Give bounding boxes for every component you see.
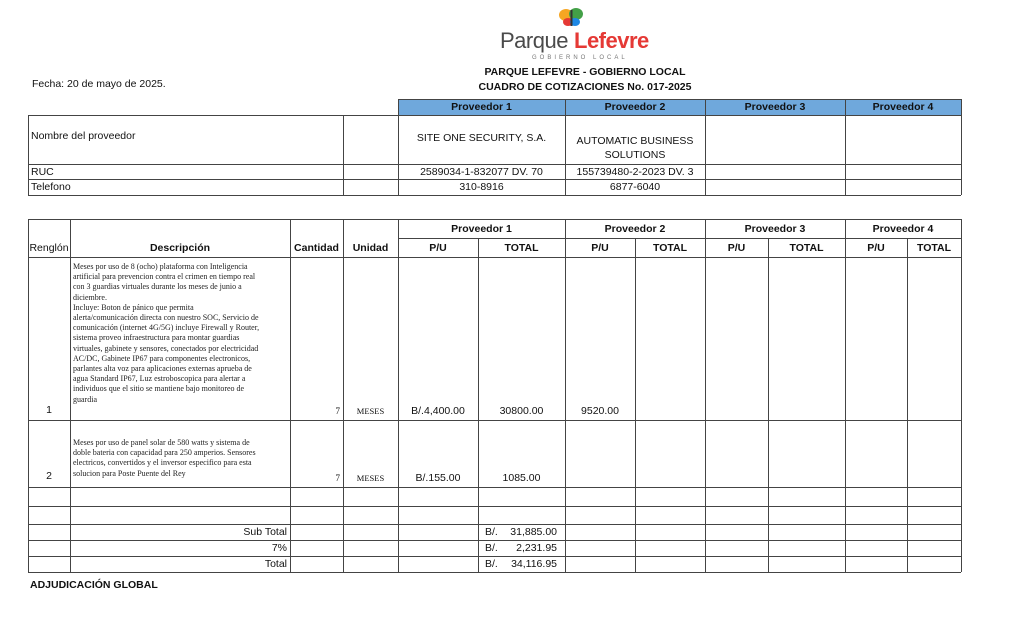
tax-value: 2,231.95 [516, 542, 557, 554]
provider-1-ruc: 2589034-1-832077 DV. 70 [420, 165, 543, 178]
provider-name-label: Nombre del proveedor [31, 130, 136, 142]
grand-total-value: 34,116.95 [511, 558, 557, 570]
col-cantidad: Cantidad [294, 241, 339, 254]
row-unidad: MESES [356, 406, 385, 416]
grand-total-currency: B/. [485, 558, 498, 570]
row-p1-pu: B/.4,400.00 [411, 405, 465, 417]
document-date: Fecha: 20 de mayo de 2025. [32, 78, 166, 90]
logo-word-parque: Parque [500, 28, 568, 53]
p3-total-header: TOTAL [789, 241, 824, 254]
table-provider-1-header: Proveedor 1 [451, 223, 512, 235]
table-provider-4-header: Proveedor 4 [872, 223, 934, 235]
ruc-label: RUC [31, 165, 54, 178]
provider-2-header: Proveedor 2 [565, 99, 705, 115]
row-cantidad: 7 [335, 406, 340, 416]
col-unidad: Unidad [352, 241, 389, 254]
logo-word-lefevre: Lefevre [574, 28, 649, 53]
p2-pu-header: P/U [591, 241, 609, 254]
p3-pu-header: P/U [727, 241, 746, 254]
row-p1-total: 30800.00 [499, 405, 544, 417]
row-p2-pu: 9520.00 [581, 405, 619, 417]
table-provider-3-header: Proveedor 3 [744, 223, 806, 235]
p2-total-header: TOTAL [652, 241, 688, 254]
provider-4-header: Proveedor 4 [845, 99, 961, 115]
row-p1-pu: B/.155.00 [415, 472, 461, 484]
telefono-label: Telefono [31, 180, 71, 193]
row-number: 1 [46, 404, 52, 416]
p1-total-header: TOTAL [504, 241, 539, 254]
parque-lefevre-logo [500, 22, 670, 64]
row-p1-total: 1085.00 [502, 472, 541, 484]
provider-2-telefono: 6877-6040 [609, 180, 661, 193]
provider-2-ruc: 155739480-2-2023 DV. 3 [576, 165, 694, 178]
adjudicacion-global: ADJUDICACIÓN GLOBAL [30, 579, 158, 591]
grand-total-label: Total [264, 558, 287, 570]
document-title: CUADRO DE COTIZACIONES No. 017-2025 [478, 81, 692, 93]
provider-1-name: SITE ONE SECURITY, S.A. [416, 132, 547, 144]
table-provider-2-header: Proveedor 2 [604, 223, 666, 235]
row-description: Meses por uso de panel solar de 580 watts y sistema de doble bateria con capacidad para 250 amperios. Sensores electricos, convertidos y el inversor especifico para esta solucion para Poste Puente del Rey [73, 438, 256, 478]
provider-1-telefono: 310-8916 [459, 180, 504, 193]
row-cantidad: 7 [335, 473, 340, 483]
provider-3-header: Proveedor 3 [705, 99, 845, 115]
row-number: 2 [46, 470, 52, 482]
col-renglon: Renglón [29, 241, 69, 254]
row-unidad: MESES [356, 473, 385, 483]
butterfly-icon [558, 6, 586, 28]
p4-total-header: TOTAL [916, 241, 952, 254]
row-description: Meses por uso de 8 (ocho) plataforma con Inteligencia artificial para prevencion contra el crimen en tiempo real con 3 guardias virtuales durante los meses de junio a diciembre. Incluye: Boton de pánico que permita alerta/comunicación directa con nuestro SOC, Servicio de comunicación (internet 4G/5G) incluye Firewall y Router, sistema proveo infraestructura para montar guardias virtuales, gabinete y sensores, conectados por electricidad AC/DC, Gabinete IP67 para componentes electronicos, parlantes alta voz para aplicaciones externas aprueba de agua Standard IP67, Luz estroboscopica para alertar a individuos que el sitio se mantiene bajo monitoreo de guardia [73, 262, 260, 404]
col-descripcion: Descripción [149, 241, 211, 254]
provider-2-name: AUTOMATIC BUSINESS SOLUTIONS [576, 135, 694, 161]
p4-pu-header: P/U [867, 241, 885, 254]
tax-currency: B/. [485, 542, 498, 554]
provider-1-header: Proveedor 1 [398, 99, 565, 115]
subtotal-value: 31,885.00 [510, 526, 557, 538]
subtotal-currency: B/. [485, 526, 498, 538]
p1-pu-header: P/U [429, 241, 447, 254]
org-name: PARQUE LEFEVRE - GOBIERNO LOCAL [484, 66, 686, 78]
subtotal-label: Sub Total [243, 526, 287, 538]
logo-subtitle: GOBIERNO LOCAL [532, 55, 628, 61]
tax-label: 7% [271, 542, 287, 554]
